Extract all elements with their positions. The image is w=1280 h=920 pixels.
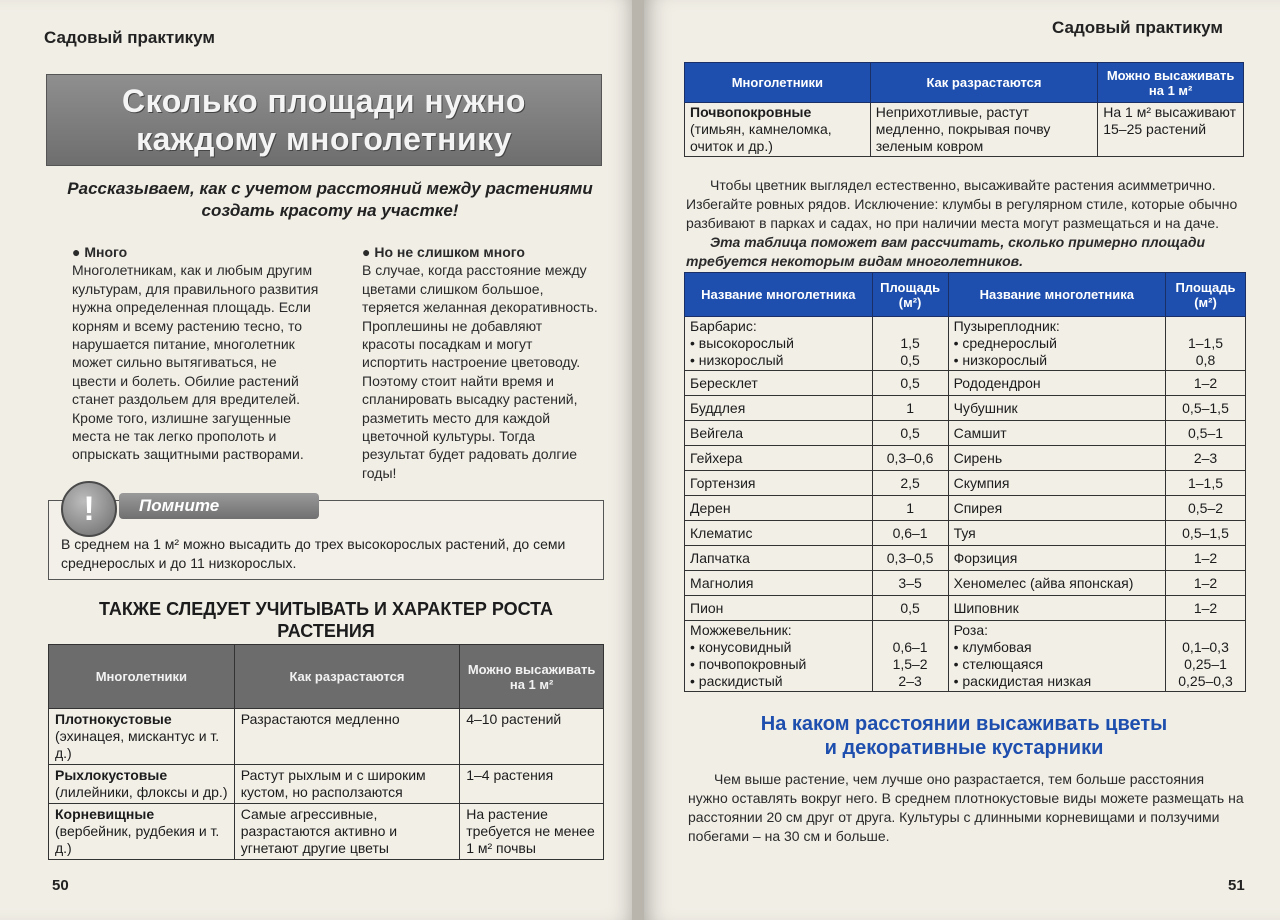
title-line-1: Сколько площади нужно [122, 83, 526, 119]
area-value: 0,5 [900, 424, 920, 441]
area-cell [1166, 496, 1246, 521]
plant-variety: • низкорослый [690, 352, 784, 368]
plant-group-examples: (эхинацея, мискантус и т. д.) [55, 728, 220, 761]
column-not-too-many [362, 243, 598, 482]
plant-name-cell [685, 396, 873, 421]
spacer [878, 318, 943, 335]
column-many [72, 243, 320, 464]
plant-name-cell [685, 621, 873, 692]
area-value: 1,5–2 [892, 656, 928, 672]
plant-name: Рододендрон [953, 374, 1041, 391]
plant-group-name: Рыхлокустовые [55, 767, 168, 783]
lead-paragraph: Рассказываем, как с учетом расстояний между растениями создать красоту на участке! [67, 179, 593, 220]
table-row [685, 396, 1246, 421]
table-row [685, 621, 1246, 692]
area-cell [1166, 371, 1246, 396]
section-heading-line-2: РАСТЕНИЯ [277, 621, 375, 641]
table-header: Как разрастаются [234, 645, 459, 709]
section-heading [48, 598, 604, 642]
area-cell [1166, 421, 1246, 446]
column-text: Многолетникам, как и любым другим культурам, для правильного развития нужна определенная площадь. Если корням и всему растению тесно, то нарушается питание, многолетник может сильно вытягиваться, не цвести и болеть. Обилие растений станет раздольем для вредителей. Кроме того, излишне загущенные места не так легко прополоть и опрыскать защитными растворами. [72, 262, 319, 463]
area-value: 0,5–2 [1187, 499, 1224, 516]
plant-group-examples: (лилейники, флоксы и др.) [55, 784, 228, 800]
plant-name-cell [948, 571, 1165, 596]
density-cell: На растение требуется не менее 1 м² почвы [460, 804, 604, 860]
area-value: 1–2 [1193, 574, 1218, 591]
plant-name-cell [685, 471, 873, 496]
table-row [49, 804, 604, 860]
area-cell [1166, 471, 1246, 496]
section-heading-line-1: ТАКЖЕ СЛЕДУЕТ УЧИТЫВАТЬ И ХАРАКТЕР РОСТА [98, 599, 554, 619]
area-value: 0,5 [900, 599, 920, 616]
plant-variety: • среднерослый [953, 335, 1057, 351]
title-line-2: каждому многолетнику [136, 121, 512, 157]
table-row [685, 521, 1246, 546]
plant-name-cell [948, 371, 1165, 396]
plant-name-cell [685, 496, 873, 521]
area-value: 0,6–1 [892, 524, 928, 541]
area-value: 1–2 [1193, 549, 1218, 566]
plant-name: Дерен [690, 499, 731, 516]
growth-cell: Растут рыхлым и с широким кустом, но расползаются [234, 765, 459, 804]
plant-name: Бересклет [690, 374, 758, 391]
area-value: 0,25–1 [1184, 656, 1227, 672]
plant-name: Чубушник [953, 399, 1018, 416]
table-header: Многолетники [49, 645, 235, 709]
table-row [685, 421, 1246, 446]
table-row [685, 446, 1246, 471]
table-row [685, 371, 1246, 396]
area-value: 3–5 [898, 574, 922, 591]
plant-name: Пион [690, 599, 724, 616]
distance-heading-line-1: На каком расстоянии высаживать цветы [760, 713, 1168, 735]
plant-group-cell [49, 765, 235, 804]
running-head: Садовый практикум [44, 28, 215, 47]
area-value: 1 [906, 399, 914, 416]
area-value: 1–2 [1193, 374, 1218, 391]
plant-name: Сирень [953, 449, 1003, 466]
area-cell [1166, 571, 1246, 596]
plant-name: Клематис [690, 524, 753, 541]
table-header: Площадь (м²) [1166, 273, 1246, 317]
plant-name-cell [685, 317, 873, 371]
article-title [122, 82, 526, 158]
area-cell [872, 317, 948, 371]
plant-variety: • высокорослый [690, 335, 794, 351]
column-text: В случае, когда расстояние между цветами слишком большое, теряется желанная декоративность. Проплешины не добавляют красоты посадкам и могут испортить настроение цветоводу. Поэтому стоит найти время и спланировать высадку растений, разметить место для каждой цветочной культуры. Тогда результат будет радовать долгие годы! [362, 262, 598, 481]
plant-name-cell [948, 596, 1165, 621]
plant-group-examples: (тимьян, камнеломка, очиток и др.) [690, 121, 832, 154]
area-value: 0,5 [900, 374, 920, 391]
plant-group-name: Корневищные [55, 806, 155, 822]
plant-variety: • стелющаяся [953, 656, 1044, 672]
table-row [685, 571, 1246, 596]
area-table-body [685, 317, 1246, 692]
plant-variety: • почвопокровный [690, 656, 807, 672]
area-cell [872, 546, 948, 571]
plant-name: Лапчатка [690, 549, 750, 566]
growth-cell: Разрастаются медленно [234, 709, 459, 765]
area-cell [872, 596, 948, 621]
remember-label: Помните [139, 496, 220, 515]
growth-table-continued [684, 62, 1244, 157]
area-cell [872, 471, 948, 496]
plant-name-cell [685, 571, 873, 596]
plant-name-cell [948, 521, 1165, 546]
table-row [685, 317, 1246, 371]
area-value: 0,25–0,3 [1178, 673, 1233, 689]
remember-box [48, 489, 604, 580]
running-head: Садовый практикум [1052, 18, 1223, 37]
density-cell: 4–10 растений [460, 709, 604, 765]
plant-name: Хеномелес (айва японская) [953, 574, 1134, 591]
plant-name-cell [685, 446, 873, 471]
table-header: Можно высаживать на 1 м² [1098, 63, 1244, 103]
area-cell [1166, 317, 1246, 371]
spacer [1171, 318, 1240, 335]
area-value: 0,5–1 [1187, 424, 1224, 441]
plant-variety: • низкорослый [953, 352, 1048, 368]
table-row [685, 103, 1244, 157]
plant-name: Гортензия [690, 474, 756, 491]
spacer [878, 622, 943, 639]
paragraph-table-intro: Эта таблица поможет вам рассчитать, сколько примерно площади требуется некоторым видам многолетников. [686, 234, 1206, 269]
density-cell: 1–4 растения [460, 765, 604, 804]
paragraph-asymmetry: Чтобы цветник выглядел естественно, высаживайте растения асимметрично. Избегайте ровных рядов. Исключение: клумбы в регулярном стиле, которые обычно разбивают в парках и садах, но при наличии места могут размещаться и на даче. [686, 177, 1238, 231]
area-value: 0,5 [900, 352, 920, 368]
area-cell [872, 371, 948, 396]
plant-name: Гейхера [690, 449, 743, 466]
plant-variety: • конусовидный [690, 639, 792, 655]
column-heading: ● Но не слишком много [362, 244, 525, 260]
area-value: 1–2 [1193, 599, 1218, 616]
table-header: Площадь (м²) [872, 273, 948, 317]
area-value: 1 [906, 499, 914, 516]
area-cell [872, 521, 948, 546]
area-cell [872, 496, 948, 521]
area-cell [1166, 596, 1246, 621]
area-value: 1–1,5 [1187, 474, 1224, 491]
area-value: 2–3 [1193, 449, 1218, 466]
plant-name: Барбарис: [690, 318, 757, 334]
distance-heading [680, 712, 1248, 760]
left-page [0, 0, 636, 920]
plant-name-cell [948, 421, 1165, 446]
area-value: 1–1,5 [1187, 335, 1224, 351]
table-row [685, 496, 1246, 521]
area-value: 0,3–0,6 [886, 449, 934, 466]
area-value: 0,6–1 [892, 639, 928, 655]
table-header: Можно высаживать на 1 м² [460, 645, 604, 709]
plant-name: Вейгела [690, 424, 744, 441]
plant-name-cell [948, 471, 1165, 496]
page-number: 50 [52, 877, 69, 894]
plant-name-cell [948, 546, 1165, 571]
area-value: 2–3 [898, 673, 922, 689]
table-row [49, 765, 604, 804]
plant-name: Самшит [953, 424, 1007, 441]
area-value: 0,3–0,5 [886, 549, 934, 566]
plant-name-cell [685, 421, 873, 446]
area-cell [872, 396, 948, 421]
plant-name-cell [948, 446, 1165, 471]
area-value: 2,5 [900, 474, 920, 491]
area-cell [1166, 621, 1246, 692]
plant-group-cell [49, 804, 235, 860]
area-cell [872, 621, 948, 692]
table-header: Как разрастаются [870, 63, 1097, 103]
plant-name: Пузыреплодник: [953, 318, 1060, 334]
distance-heading-line-2: и декоративные кустарники [824, 737, 1104, 759]
plant-name-cell [685, 596, 873, 621]
area-cell [1166, 446, 1246, 471]
page-number: 51 [1228, 877, 1245, 894]
plant-name: Туя [953, 524, 976, 541]
plant-name: Роза: [953, 622, 989, 638]
plant-name: Можжевельник: [690, 622, 792, 638]
area-cell [872, 421, 948, 446]
plant-name: Буддлея [690, 399, 746, 416]
plant-name-cell [685, 371, 873, 396]
plant-group-name: Плотнокустовые [55, 711, 172, 727]
area-cell [872, 446, 948, 471]
growth-table [48, 644, 604, 860]
plant-group-cell [685, 103, 871, 157]
table-row [685, 471, 1246, 496]
plant-name-cell [948, 317, 1165, 371]
plant-name-cell [685, 546, 873, 571]
table-header: Название многолетника [948, 273, 1165, 317]
area-cell [1166, 521, 1246, 546]
plant-group-name: Почвопокровные [690, 104, 812, 120]
plant-name: Спирея [953, 499, 1003, 516]
area-value: 0,1–0,3 [1182, 639, 1229, 655]
area-value: 0,8 [1195, 352, 1216, 368]
plant-name-cell [948, 496, 1165, 521]
plant-name: Шиповник [953, 599, 1019, 616]
area-value: 0,5–1,5 [1182, 524, 1229, 541]
plant-group-cell [49, 709, 235, 765]
area-cell [872, 571, 948, 596]
growth-cell: Самые агрессивные, разрастаются активно и угнетают другие цветы [234, 804, 459, 860]
area-cell [1166, 396, 1246, 421]
remember-text: В среднем на 1 м² можно высадить до трех высокорослых растений, до семи среднерослых и до 11 низкорослых. [61, 536, 566, 571]
plant-name: Скумпия [953, 474, 1010, 491]
article-title-box [46, 74, 602, 166]
plant-name: Форзиция [953, 549, 1018, 566]
column-heading: ● Много [72, 244, 128, 260]
plant-variety: • раскидистая низкая [953, 673, 1092, 689]
area-table [684, 272, 1246, 692]
area-value: 1,5 [900, 335, 920, 351]
paragraph-distance: Чем выше растение, чем лучше оно разрастается, тем больше расстояния нужно оставлять вокруг него. В среднем плотнокустовые виды можете размещать на расстоянии 20 см друг от друга. Культуры с длинными корневищами и ползучими побегами – на 30 см и больше. [688, 771, 1244, 844]
area-value: 0,5–1,5 [1182, 399, 1229, 416]
plant-name-cell [685, 521, 873, 546]
table-header: Многолетники [685, 63, 871, 103]
plant-name-cell [948, 396, 1165, 421]
plant-name-cell [948, 621, 1165, 692]
table-header: Название многолетника [685, 273, 873, 317]
table-row [685, 546, 1246, 571]
plant-name: Магнолия [690, 574, 754, 591]
plant-variety: • клумбовая [953, 639, 1032, 655]
plant-group-examples: (вербейник, рудбекия и т. д.) [55, 823, 220, 856]
growth-cell: Неприхотливые, растут медленно, покрывая почву зеленым ковром [870, 103, 1097, 157]
plant-variety: • раскидистый [690, 673, 783, 689]
table-row [49, 709, 604, 765]
density-cell: На 1 м² высаживают 15–25 растений [1098, 103, 1244, 157]
area-cell [1166, 546, 1246, 571]
exclamation-icon: ! [61, 481, 117, 537]
spacer [1171, 622, 1240, 639]
table-row [685, 596, 1246, 621]
